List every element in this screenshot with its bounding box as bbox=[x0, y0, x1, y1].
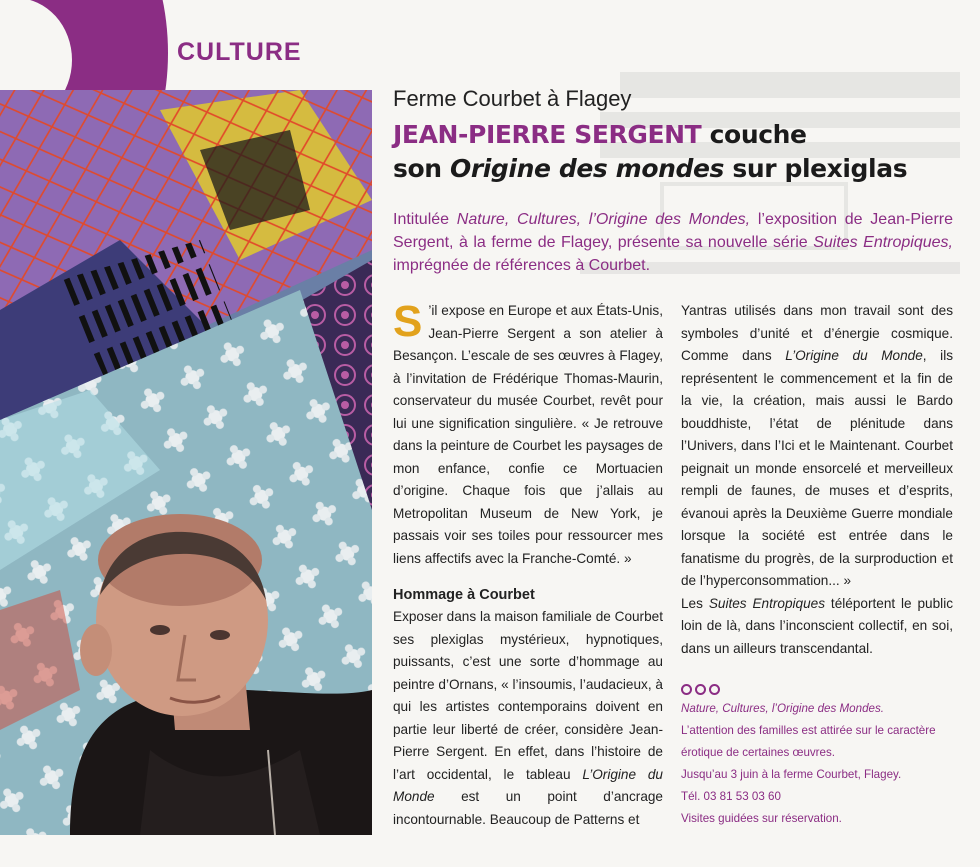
info-dots-icon bbox=[681, 684, 966, 695]
info-line: L’attention des familles est attirée sur le caractère bbox=[681, 724, 936, 737]
info-line: Jusqu’au 3 juin à la ferme Courbet, Flagey. bbox=[681, 768, 902, 781]
intro-text: Intitulée bbox=[393, 211, 457, 228]
article-kicker: Ferme Courbet à Flagey bbox=[393, 86, 632, 111]
headline-artist-name: JEAN-PIERRE SERGENT bbox=[393, 120, 702, 149]
body-column-1 bbox=[393, 297, 663, 831]
practical-info-box bbox=[681, 684, 966, 830]
headline-part: sur plexiglas bbox=[724, 154, 908, 183]
subheading: Hommage à Courbet bbox=[393, 587, 535, 603]
paragraph-italic: L’Origine du Monde bbox=[785, 348, 923, 363]
paragraph-text: , ils représentent le commencement et la fin de la vie, la création, mais aussi le Bardo bouddhiste, l’état de plénitude dans l’Univers, dans l’Ici et le Maintenant. Courbet peignait un monde ensorcelé et merveilleux rempli de faunes, de muses et d’esprits, évanoui après la Deuxième Guerre mondiale lorsque la société est entrée dans le fanatisme du progrès, de la surproduction et de l’hyperconsommation... » bbox=[681, 348, 954, 588]
paragraph-text: est un point d’ancrage incontournable. Beaucoup de Patterns et bbox=[393, 789, 663, 827]
paragraph-text: téléportent le public loin de là, dans l’inconscient collectif, en soi, dans un ailleurs transcendantal. bbox=[681, 595, 954, 656]
info-line: Visites guidées sur réservation. bbox=[681, 812, 842, 825]
paragraph-text: Yantras utilisés dans mon travail sont des symboles d’unité et d’énergie cosmique. Comme dans bbox=[681, 303, 953, 363]
headline-part: son bbox=[393, 154, 450, 183]
info-phone: Tél. 03 81 53 03 60 bbox=[681, 790, 781, 803]
info-line: érotique de certaines œuvres. bbox=[681, 746, 836, 759]
drop-cap: S bbox=[393, 297, 423, 346]
artist-photo bbox=[0, 90, 372, 835]
headline-italic: Origine des mondes bbox=[449, 154, 725, 183]
paragraph-italic: Suites Entropiques bbox=[708, 595, 826, 611]
intro-italic: Nature, Cultures, l’Origine des Mondes, bbox=[456, 211, 751, 228]
paragraph-text: Exposer dans la maison familiale de Courbet ses plexiglas mystérieux, hypnotiques, puissants, c’est une sorte d’hommage au peintre d’Ornans, « l’insoumis, l’audacieux, à qui les artistes contemporains doivent en partie leur liberté de créer, considère Jean-Pierre Sergent. En effet, dans l’histoire de l’art occidental, le tableau bbox=[393, 609, 663, 782]
paragraph-italic: L’Origine du Monde bbox=[393, 766, 663, 804]
headline-part: couche bbox=[701, 120, 807, 149]
body-paragraph bbox=[681, 593, 953, 661]
body-paragraph bbox=[393, 606, 663, 831]
section-label: CULTURE bbox=[177, 38, 302, 66]
info-title: Nature, Cultures, l’Origine des Mondes. bbox=[681, 702, 884, 715]
intro-italic: Suites Entropiques, bbox=[813, 234, 954, 251]
intro-text: imprégnée de références à Courbet. bbox=[393, 257, 651, 274]
body-column-2 bbox=[681, 300, 953, 660]
article-headline bbox=[393, 118, 973, 186]
paragraph-text: ’il expose en Europe et aux États-Unis, Jean-Pierre Sergent a son atelier à Besançon. L’escale de ses œuvres à Flagey, à l’invitation de Frédérique Thomas-Maurin, conservateur du musée Courbet, revêt pour lui une signification singulière. « Je retrouve dans la peinture de Courbet les paysages de mon enfance, confie ce Mortuacien d’origine. Chaque fois que j’allais au Metropolitan Museum de New York, je passais voir ses toiles pour ressourcer mes liens affectifs avec la Franche-Comté. » bbox=[393, 303, 663, 566]
article-intro bbox=[393, 208, 953, 277]
intro-text: l’exposition de Jean-Pierre Sergent, à la ferme de Flagey, présente sa nouvelle série bbox=[393, 211, 954, 251]
body-paragraph bbox=[393, 297, 663, 570]
body-paragraph bbox=[681, 300, 953, 593]
paragraph-text: Les bbox=[681, 595, 709, 611]
